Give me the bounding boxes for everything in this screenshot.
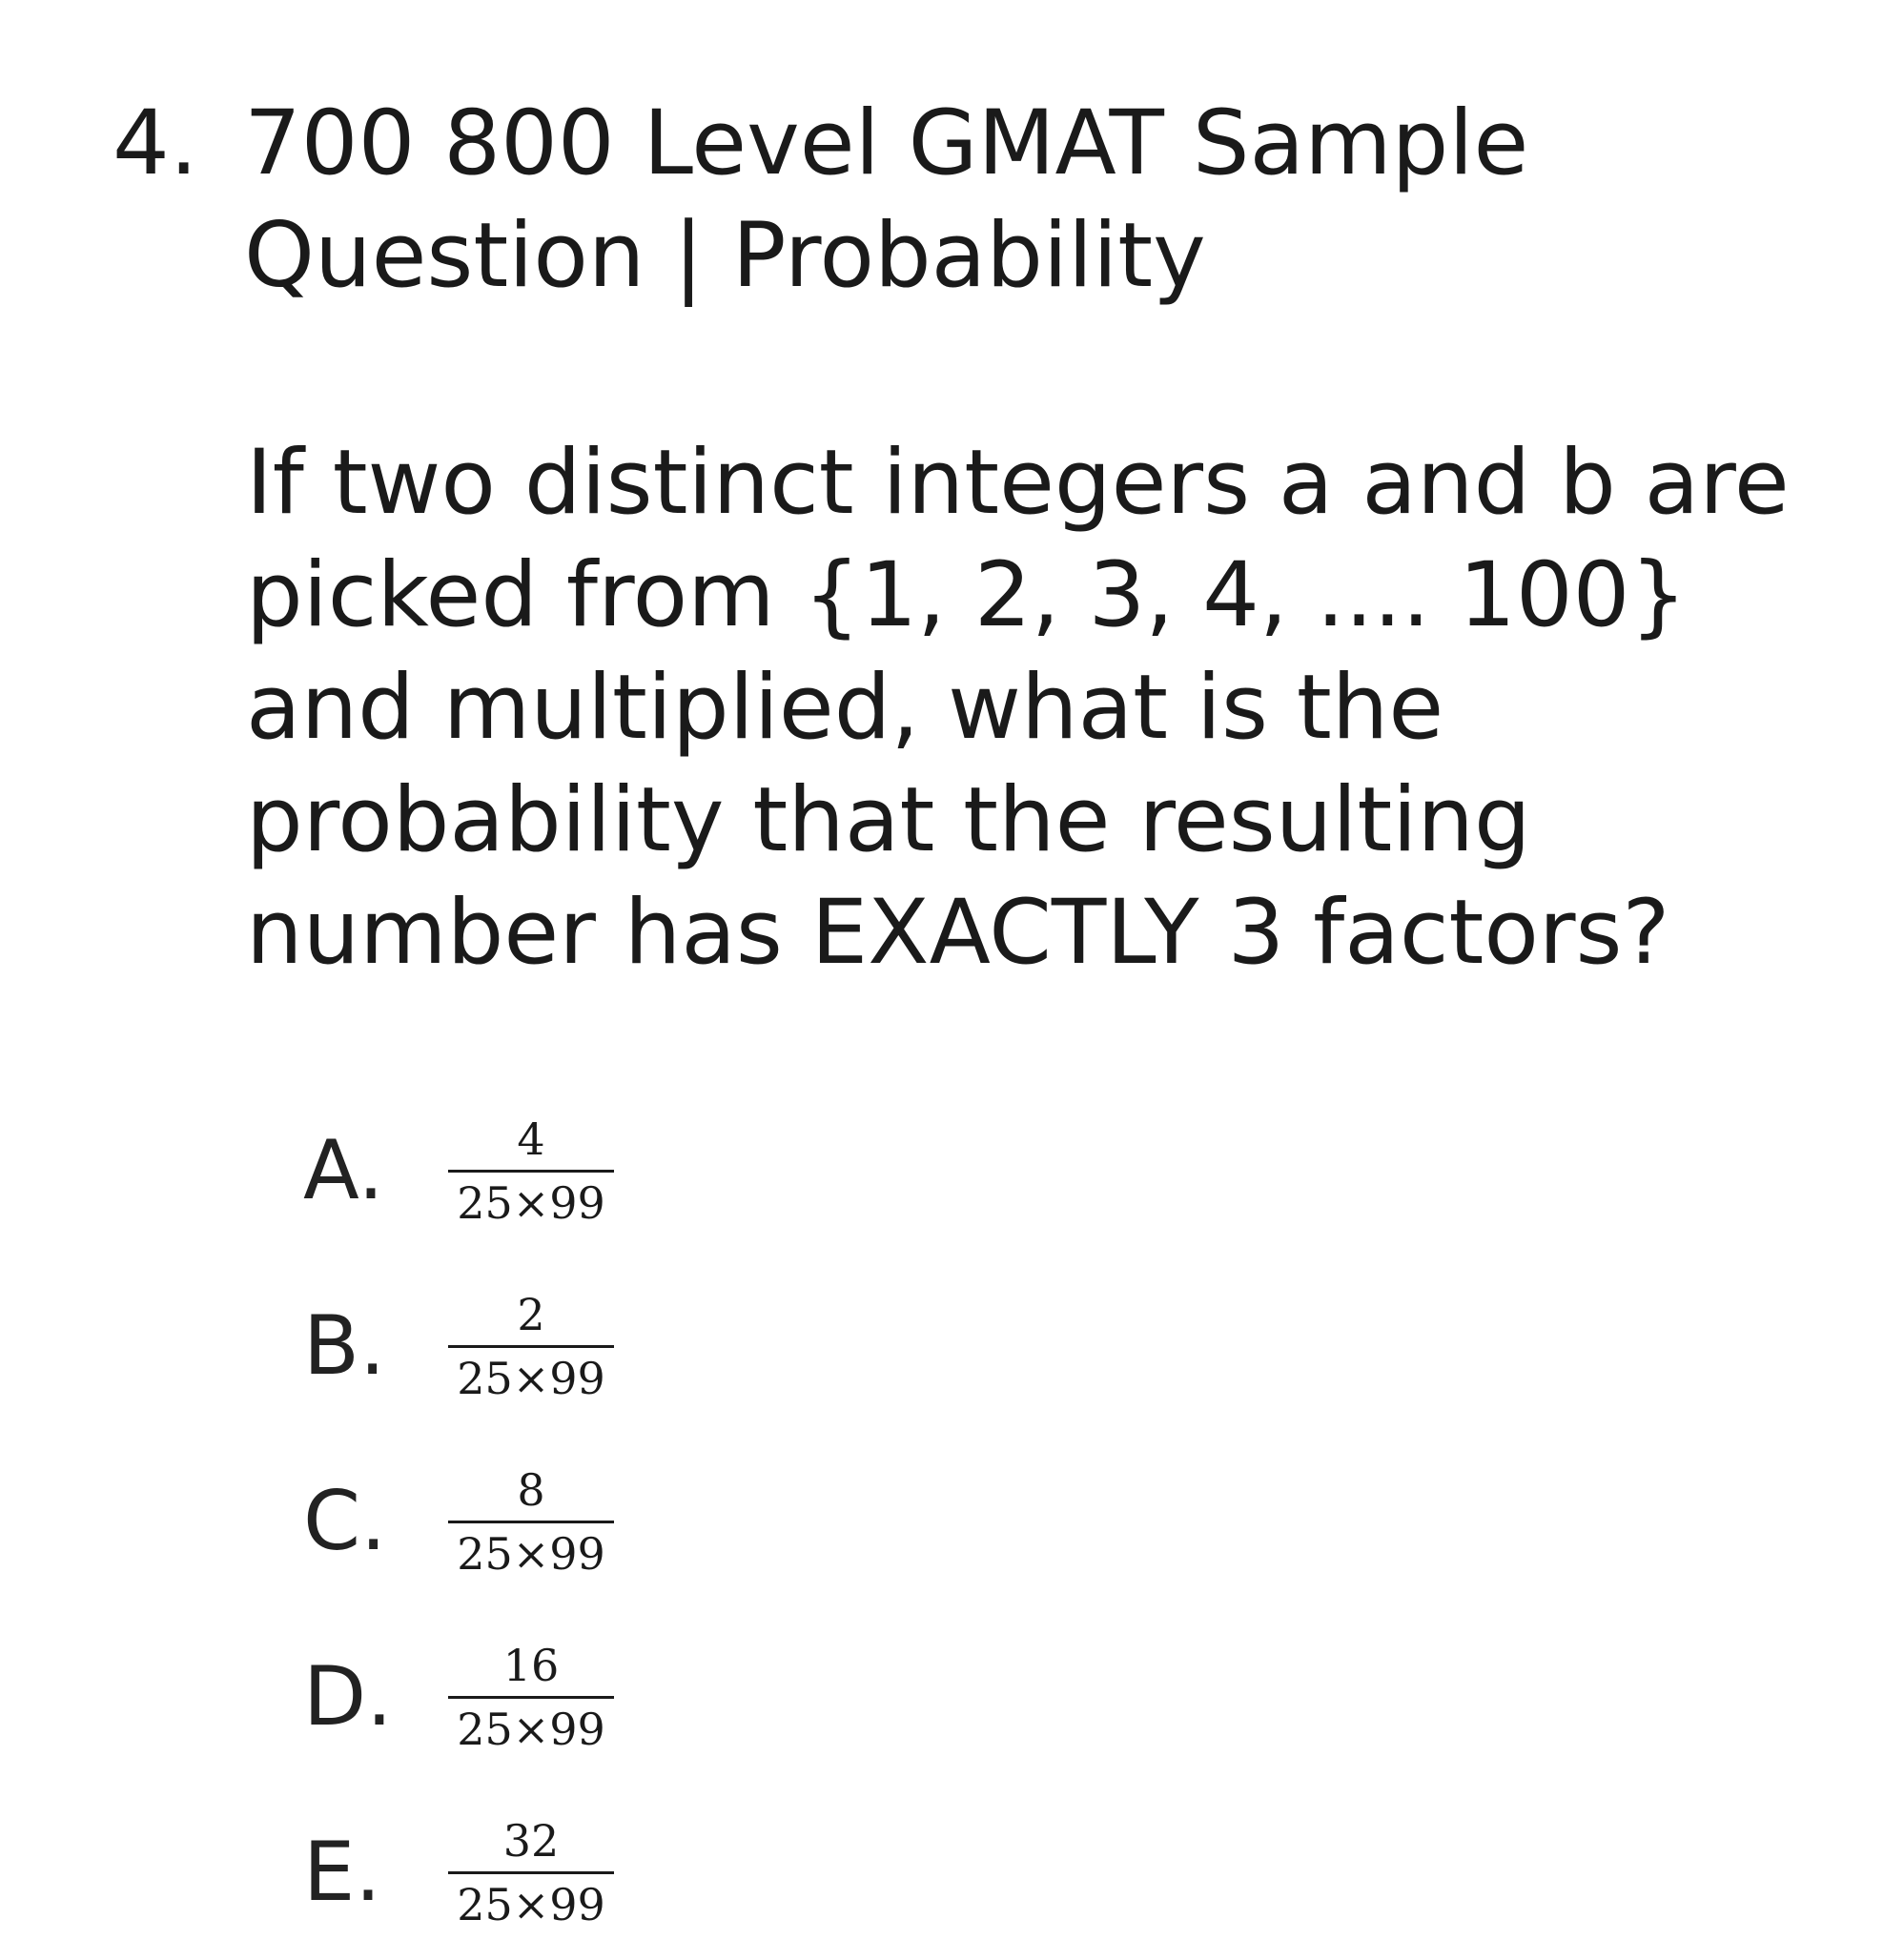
fraction-denominator: 25×99 — [457, 1703, 605, 1755]
option-a[interactable] — [303, 1083, 1066, 1258]
option-fraction — [448, 1463, 614, 1581]
option-letter: E. — [303, 1825, 381, 1920]
fraction-numerator: 16 — [502, 1639, 560, 1691]
option-fraction — [448, 1639, 614, 1756]
question-heading — [113, 88, 1829, 313]
option-fraction — [448, 1814, 614, 1931]
option-letter: B. — [303, 1298, 386, 1394]
option-letter: D. — [303, 1649, 393, 1745]
option-fraction — [448, 1113, 614, 1230]
fraction-numerator: 8 — [517, 1463, 545, 1516]
question-text: If two distinct integers a and b are picked from {1, 2, 3, 4, .... 100} and multiplied, what is the probability that the resulting number has EXACTLY 3 factors? — [246, 431, 1790, 985]
fraction-numerator: 32 — [502, 1814, 560, 1867]
fraction-numerator: 2 — [517, 1288, 545, 1340]
question-number: 4. — [113, 92, 198, 195]
option-c[interactable] — [303, 1434, 1066, 1609]
fraction-denominator: 25×99 — [457, 1352, 605, 1404]
option-letter: A. — [303, 1123, 384, 1218]
option-d[interactable] — [303, 1609, 1066, 1785]
fraction-numerator: 4 — [517, 1113, 545, 1165]
fraction-denominator: 25×99 — [457, 1878, 605, 1930]
answer-options — [303, 1083, 1066, 1960]
fraction-denominator: 25×99 — [457, 1527, 605, 1580]
fraction-denominator: 25×99 — [457, 1176, 605, 1229]
option-fraction — [448, 1288, 614, 1405]
question-title: 700 800 Level GMAT Sample Question | Probability — [244, 92, 1529, 308]
option-letter: C. — [303, 1474, 387, 1569]
option-e[interactable] — [303, 1785, 1066, 1960]
option-b[interactable] — [303, 1258, 1066, 1434]
